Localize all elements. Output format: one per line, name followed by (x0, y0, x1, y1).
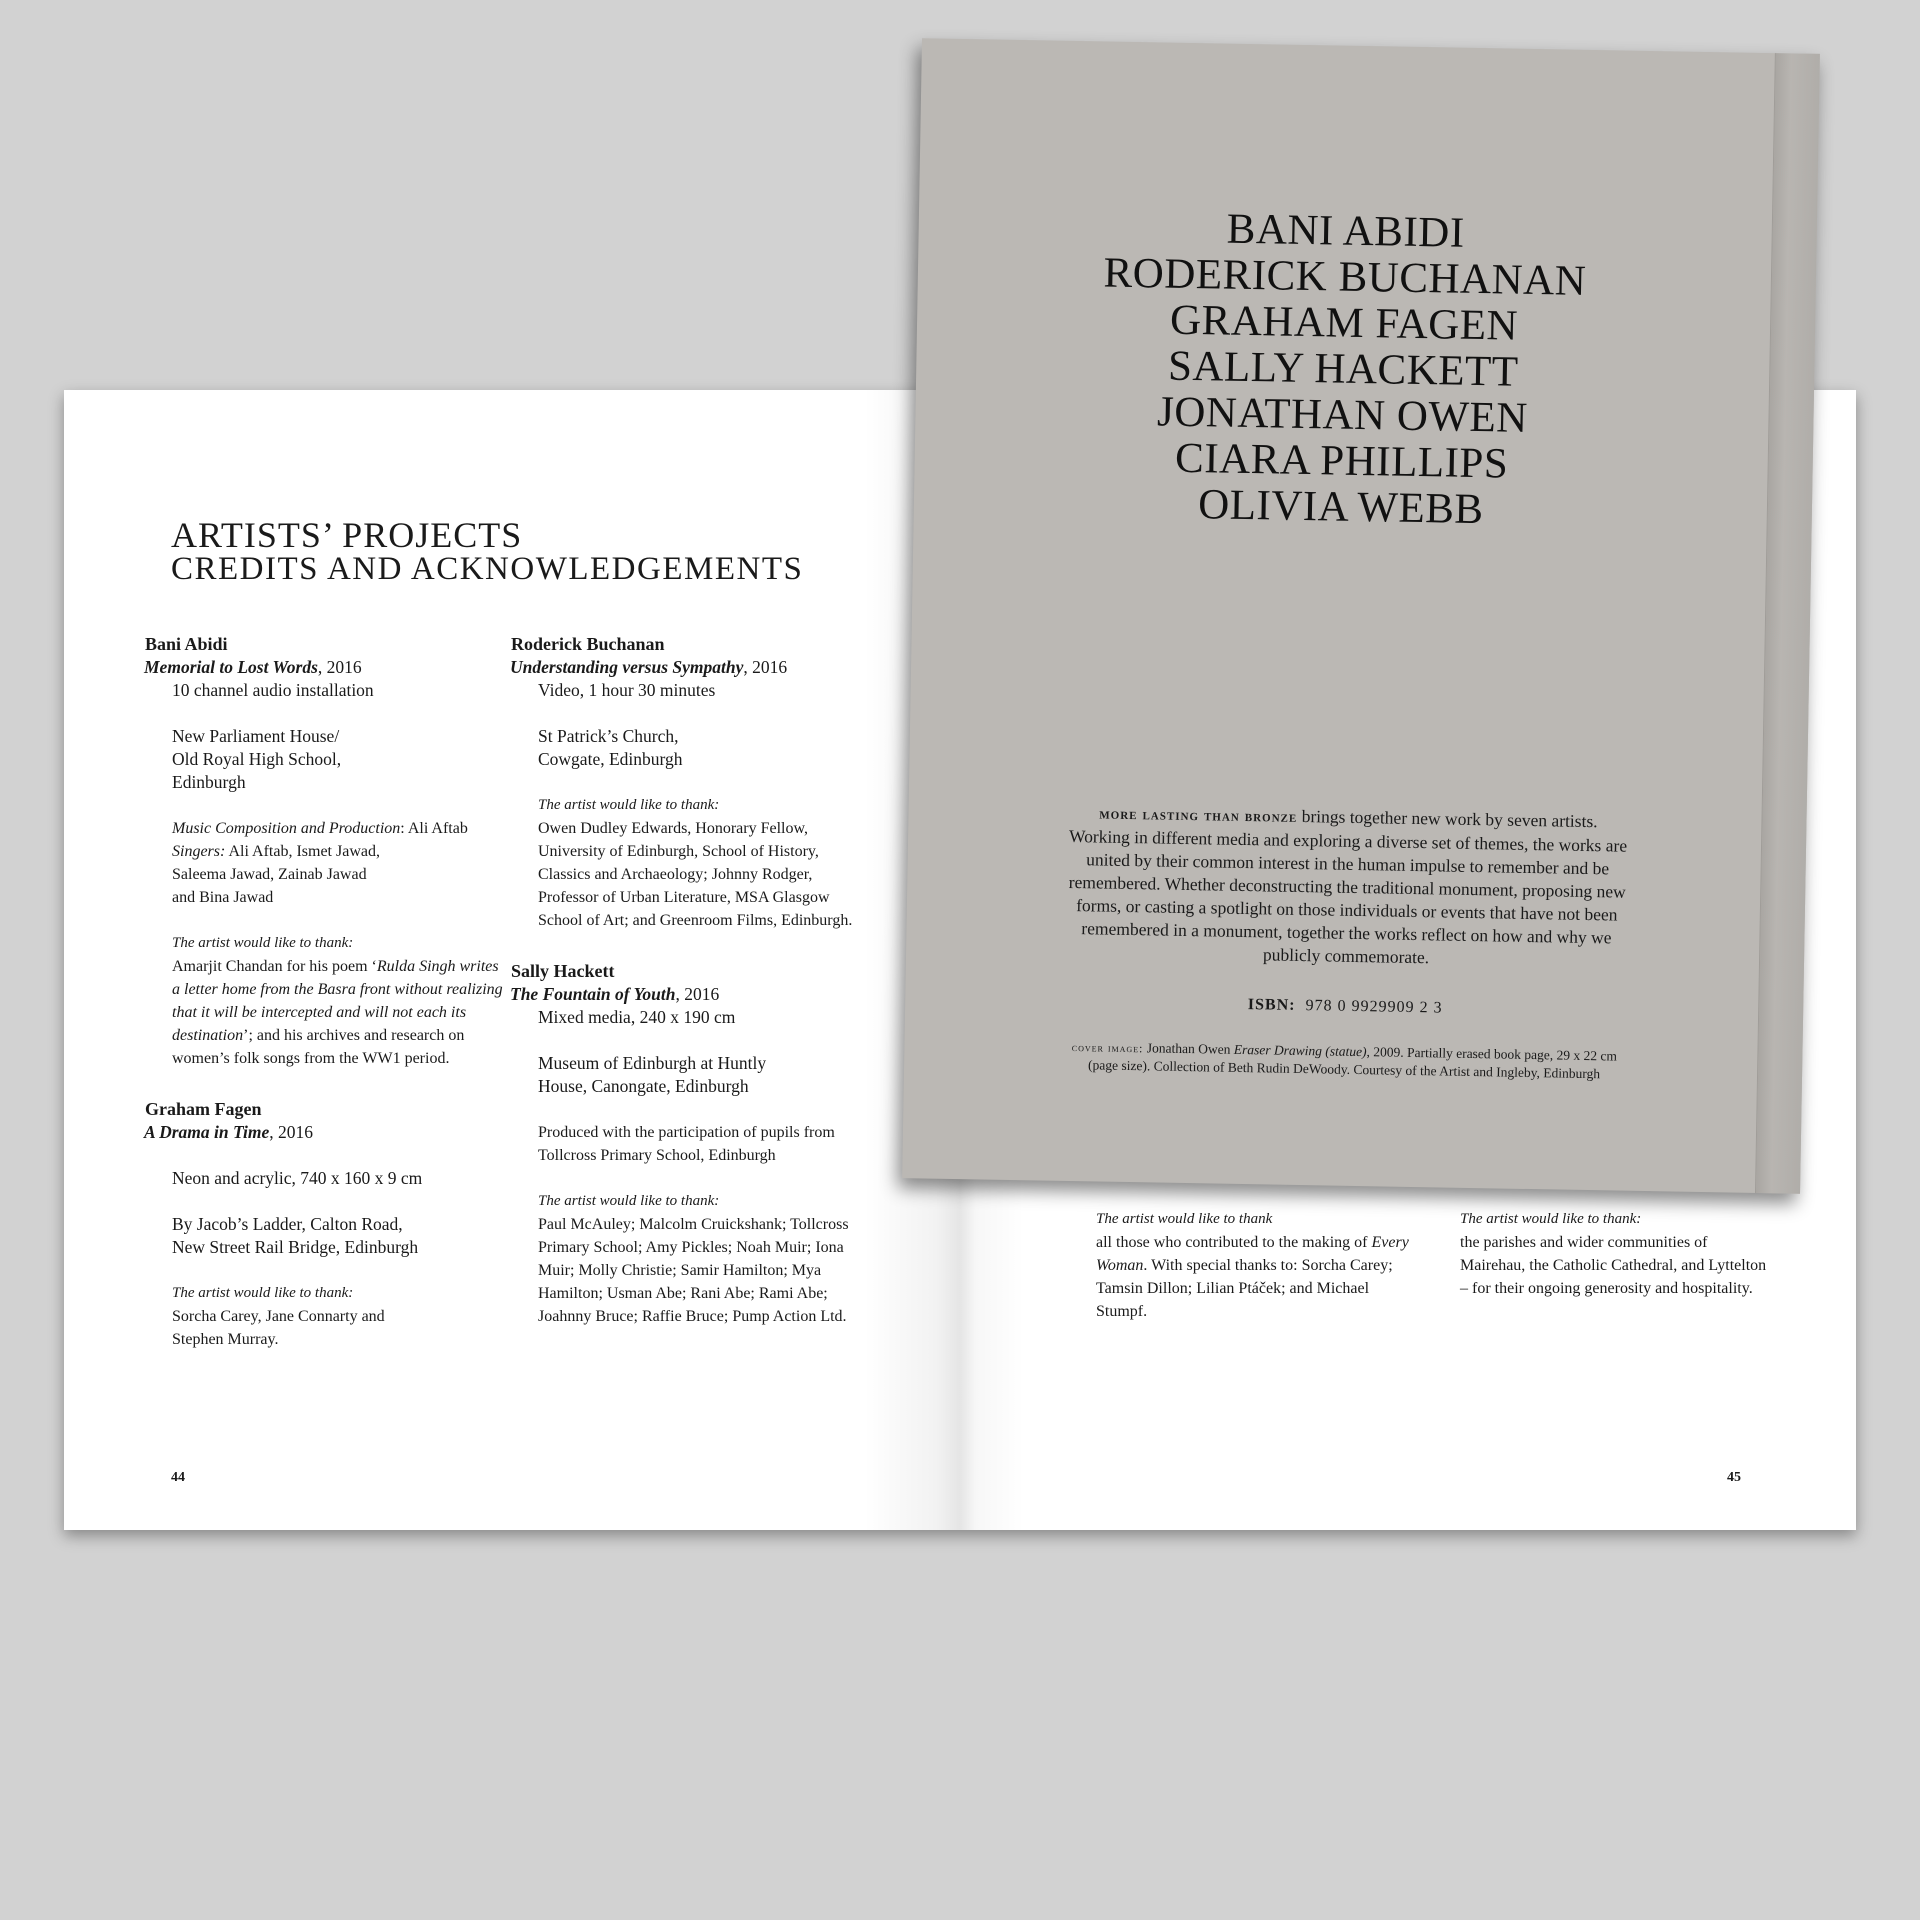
work-location: Museum of Edinburgh at Huntly House, Canongate, Edinburgh (538, 1053, 767, 1096)
artist-name: RODERICK BUCHANAN (1103, 249, 1587, 305)
work-medium: Neon and acrylic, 740 x 160 x 9 cm (172, 1168, 423, 1188)
work-location: New Parliament House/ Old Royal High School, Edinburgh (172, 726, 342, 792)
heading-line-2: CREDITS AND ACKNOWLEDGEMENTS (171, 551, 804, 587)
work-title: Memorial to Lost Words, 2016 (144, 657, 362, 677)
isbn: ISBN: 978 0 9929909 2 3 (1247, 996, 1443, 1017)
entry-graham-fagen (144, 1098, 504, 1351)
cover-blurb: more lasting than bronze brings together new work by seven artists. Working in different media and exploring a diverse set of themes, the works are united by their common interest in the human impulse to remember and be remembered. Whether deconstructing the traditional monument, proposing new forms, or casting a spotlight on those individuals or events that have not been remembered in a monument, together the works reflect on how and why we publicly commemorate. (1068, 805, 1628, 968)
artist-name: JONATHAN OWEN (1156, 388, 1529, 442)
entry-roderick-buchanan (510, 633, 870, 932)
left-page (64, 390, 960, 1530)
entry-sally-hackett (510, 960, 870, 1328)
work-title: Understanding versus Sympathy, 2016 (510, 657, 788, 677)
work-title: The Fountain of Youth, 2016 (510, 984, 720, 1004)
work-location: By Jacob’s Ladder, Calton Road, New Street Rail Bridge, Edinburgh (172, 1214, 419, 1257)
page-number-right: 45 (1727, 1470, 1741, 1485)
column-1 (144, 633, 504, 1379)
work-location: St Patrick’s Church, Cowgate, Edinburgh (538, 726, 683, 769)
artist-name: OLIVIA WEBB (1197, 481, 1484, 534)
page-heading (171, 515, 871, 587)
work-medium: 10 channel audio installation (172, 680, 374, 700)
acknowledgement: The artist would like to thank: Amarjit Chandan for his poem ‘Rulda Singh writes a letter home from the Basra front without realizing that it will be intercepted and will not each its destination’; and his archives and research on women’s folk songs from the WW1 period. (172, 935, 503, 1067)
book-back-cover (902, 38, 1820, 1193)
artist-name: Bani Abidi (145, 634, 228, 654)
column-3 (1096, 1208, 1416, 1323)
acknowledgement: The artist would like to thank: Paul McAuley; Malcolm Cruickshank; Tollcross Primary School; Amy Pickles; Noah Muir; Iona Muir; Molly Christie; Samir Hamilton; Mya Hamilton; Usman Abe; Rani Abe; Rami Abe; Joahnny Bruce; Raffie Bruce; Pump Action Ltd. (538, 1193, 849, 1325)
heading-line-1: ARTISTS’ PROJECTS (171, 515, 523, 555)
work-medium: Video, 1 hour 30 minutes (538, 680, 716, 700)
acknowledgement-heading: The artist would like to thank (1096, 1211, 1273, 1227)
artist-name: Graham Fagen (145, 1099, 262, 1119)
acknowledgement-text: the parishes and wider communities of Mairehau, the Catholic Cathedral, and Lyttelton – for their ongoing generosity and hospitality. (1460, 1234, 1767, 1297)
work-medium: Mixed media, 240 x 190 cm (538, 1007, 736, 1027)
acknowledgement-heading: The artist would like to thank: (1460, 1211, 1642, 1227)
artist-name: Roderick Buchanan (511, 634, 665, 654)
music-credits: Music Composition and Production: Ali Aftab Singers: Ali Aftab, Ismet Jawad, Saleema Jawad, Zainab Jawad and Bina Jawad (172, 820, 468, 906)
column-4 (1460, 1208, 1770, 1300)
artist-names-list (914, 201, 1773, 538)
artist-name: BANI ABIDI (1226, 205, 1466, 257)
artist-name: SALLY HACKETT (1167, 342, 1519, 396)
acknowledgement: The artist would like to thank: Sorcha Carey, Jane Connarty and Stephen Murray. (172, 1285, 385, 1348)
entry-bani-abidi (144, 633, 504, 1070)
acknowledgement-text: all those who contributed to the making of Every Woman. With special thanks to: Sorcha Carey; Tamsin Dillon; Lilian Ptáček; and Michael Stumpf. (1096, 1234, 1409, 1320)
work-title: A Drama in Time, 2016 (144, 1122, 314, 1142)
acknowledgement: The artist would like to thank: Owen Dudley Edwards, Honorary Fellow, University of Edinburgh, School of History, Classics and Archaeology; Johnny Rodger, Professor of Urban Literature, MSA Glasgow School of Art; and Greenroom Films, Edinburgh. (538, 797, 853, 929)
artist-name: Sally Hackett (511, 961, 615, 981)
production-note: Produced with the participation of pupils from Tollcross Primary School, Edinburgh (538, 1124, 835, 1164)
artist-name: GRAHAM FAGEN (1169, 296, 1519, 350)
page-number-left: 44 (171, 1470, 185, 1485)
artist-name: CIARA PHILLIPS (1174, 434, 1509, 488)
cover-image-credit: cover image: Jonathan Owen Eraser Drawing (statue), 2009. Partially erased book page, 29 x 22 cm (page size). Collection of Beth Rudin DeWoody. Courtesy of the Artist and Ingleby, Edinburgh (1071, 1040, 1618, 1082)
column-2 (510, 633, 870, 1356)
